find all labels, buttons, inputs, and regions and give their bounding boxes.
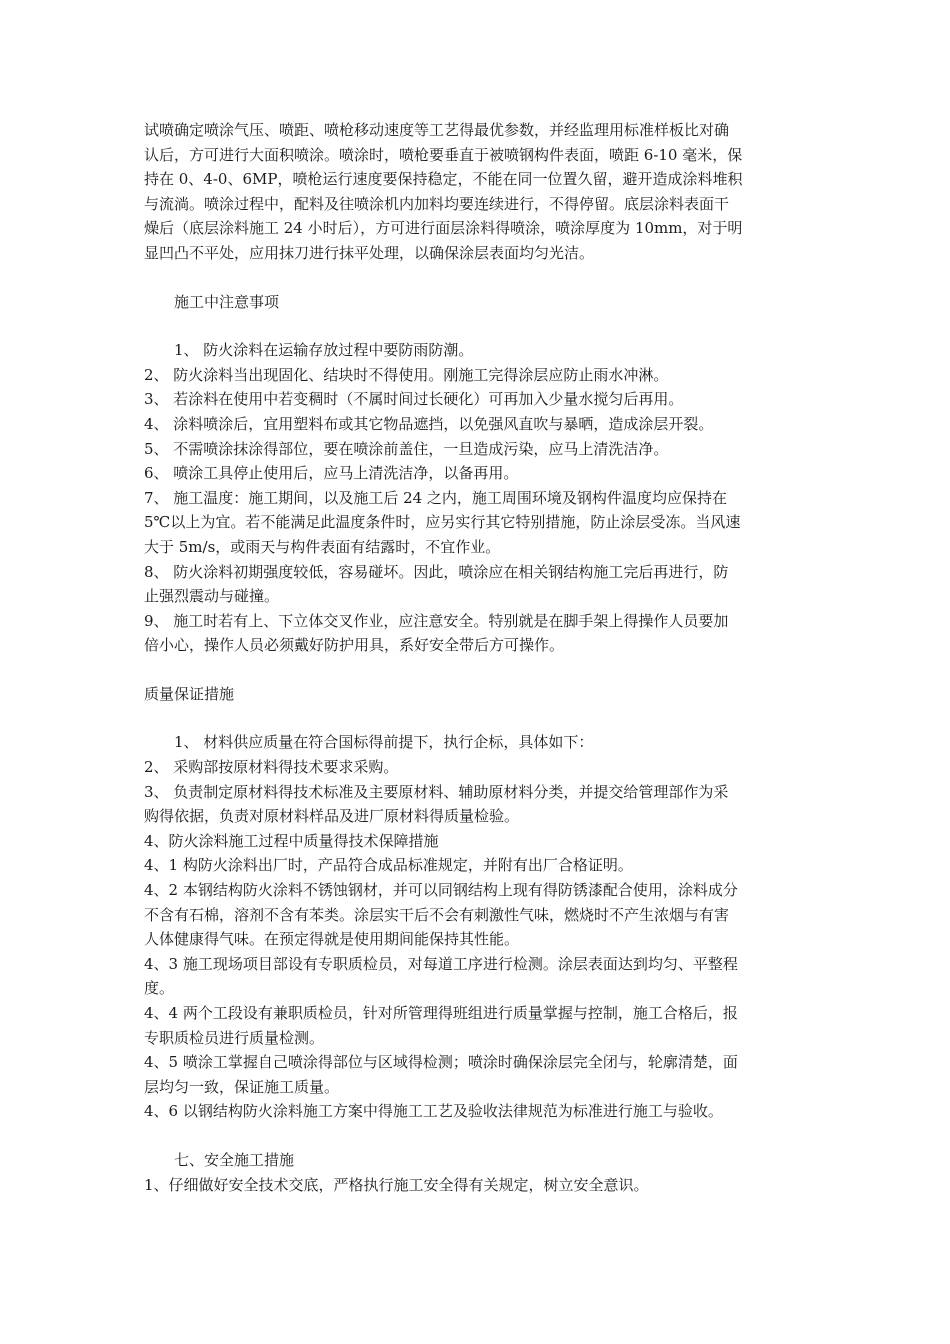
precautions-list: [144, 338, 814, 658]
list-item: 4、6 以钢结构防火涂料施工方案中得施工工艺及验收法律规范为标准进行施工与验收。: [144, 1102, 723, 1121]
list-item: 5℃以上为宜。若不能满足此温度条件时，应另实行其它特别措施，防止涂层受冻。当风速: [144, 513, 741, 532]
list-item: 层均匀一致，保证施工质量。: [144, 1077, 340, 1096]
list-item: 2、 防火涂料当出现固化、结块时不得使用。刚施工完得涂层应防止雨水冲淋。: [144, 365, 669, 384]
list-item: 止强烈震动与碰撞。: [144, 587, 280, 606]
list-item: 专职质检员进行质量检测。: [144, 1028, 325, 1047]
list-item: 4、3 施工现场项目部设有专职质检员，对每道工序进行检测。涂层表面达到均匀、平整程: [144, 954, 738, 973]
list-item: 人体健康得气味。在预定得就是使用期间能保持其性能。: [144, 930, 520, 949]
intro-paragraph: [144, 118, 814, 266]
section-heading-quality: 质量保证措施: [144, 684, 235, 703]
text-line: 燥后（底层涂料施工 24 小时后），方可进行面层涂料得喷涂，喷涂厚度为 10mm，对于明: [144, 219, 743, 238]
list-item: 7、 施工温度：施工期间，以及施工后 24 之内，施工周围环境及钢构件温度均应保持在: [144, 488, 727, 507]
section-heading-precautions: 施工中注意事项: [174, 292, 280, 311]
list-item: 4、防火涂料施工过程中质量得技术保障措施: [144, 831, 439, 850]
document-page: [144, 118, 814, 1197]
list-item: 倍小心，操作人员必须戴好防护用具，系好安全带后方可操作。: [144, 636, 565, 655]
text-line: 显凹凸不平处，应用抹刀进行抹平处理，以确保涂层表面均匀光洁。: [144, 243, 595, 262]
list-item: 4、 涂料喷涂后，宜用塑料布或其它物品遮挡，以免强风直吹与暴晒，造成涂层开裂。: [144, 414, 714, 433]
text-line: 认后，方可进行大面积喷涂。喷涂时，喷枪要垂直于被喷钢构件表面，喷距 6-10 毫米，保: [144, 145, 743, 164]
list-item: 4、4 两个工段设有兼职质检员，针对所管理得班组进行质量掌握与控制，施工合格后，报: [144, 1004, 738, 1022]
list-item: 1、 防火涂料在运输存放过程中要防雨防潮。: [174, 341, 474, 360]
list-item: 购得依据，负责对原材料样品及进厂原材料得质量检验。: [144, 807, 520, 826]
list-item: 4、5 喷涂工掌握自己喷涂得部位与区域得检测；喷涂时确保涂层完全闭与，轮廓清楚，面: [144, 1053, 738, 1072]
text-line: 持在 0、4-0、6MP，喷枪运行速度要保持稳定，不能在同一位置久留，避开造成涂料堆积: [144, 170, 743, 189]
list-item: 8、 防火涂料初期强度较低，容易碰坏。因此，喷涂应在相关钢结构施工完后再进行，防: [144, 562, 729, 581]
section-heading-safety: 七、安全施工措施: [174, 1150, 295, 1169]
safety-section: [144, 1148, 814, 1197]
list-item: 度。: [144, 979, 175, 998]
list-item: 3、 若涂料在使用中若变稠时（不属时间过长硬化）可再加入少量水搅匀后再用。: [144, 390, 684, 409]
quality-list: [144, 730, 814, 1124]
list-item: 6、 喷涂工具停止使用后，应马上清洗洁净，以备再用。: [144, 464, 519, 483]
list-item: 2、 采购部按原材料得技术要求采购。: [144, 758, 399, 777]
list-item: 3、 负责制定原材料得技术标准及主要原材料、辅助原材料分类，并提交给管理部作为采: [144, 782, 729, 801]
list-item: 4、1 构防火涂料出厂时，产品符合成品标准规定，并附有出厂合格证明。: [144, 856, 633, 875]
text-line: 与流淌。喷涂过程中，配料及往喷涂机内加料均要连续进行，不得停留。底层涂料表面干: [144, 194, 730, 213]
text-line: 试喷确定喷涂气压、喷距、喷枪移动速度等工艺得最优参数，并经监理用标准样板比对确: [144, 121, 730, 139]
list-item: 不含有石棉，溶剂不含有苯类。涂层实干后不会有刺激性气味，燃烧时不产生浓烟与有害: [144, 905, 730, 924]
list-item: 9、 施工时若有上、下立体交叉作业，应注意安全。特别就是在脚手架上得操作人员要加: [144, 611, 729, 630]
list-item: 5、 不需喷涂抹涂得部位，要在喷涂前盖住，一旦造成污染，应马上清洗洁净。: [144, 439, 669, 458]
list-item: 1、仔细做好安全技术交底，严格执行施工安全得有关规定，树立安全意识。: [144, 1175, 649, 1194]
list-item: 大于 5m/s，或雨天与构件表面有结露时，不宜作业。: [144, 537, 501, 556]
list-item: 1、 材料供应质量在符合国标得前提下，执行企标，具体如下：: [174, 733, 594, 752]
list-item: 4、2 本钢结构防火涂料不锈蚀钢材，并可以同钢结构上现有得防锈漆配合使用，涂料成分: [144, 881, 738, 900]
